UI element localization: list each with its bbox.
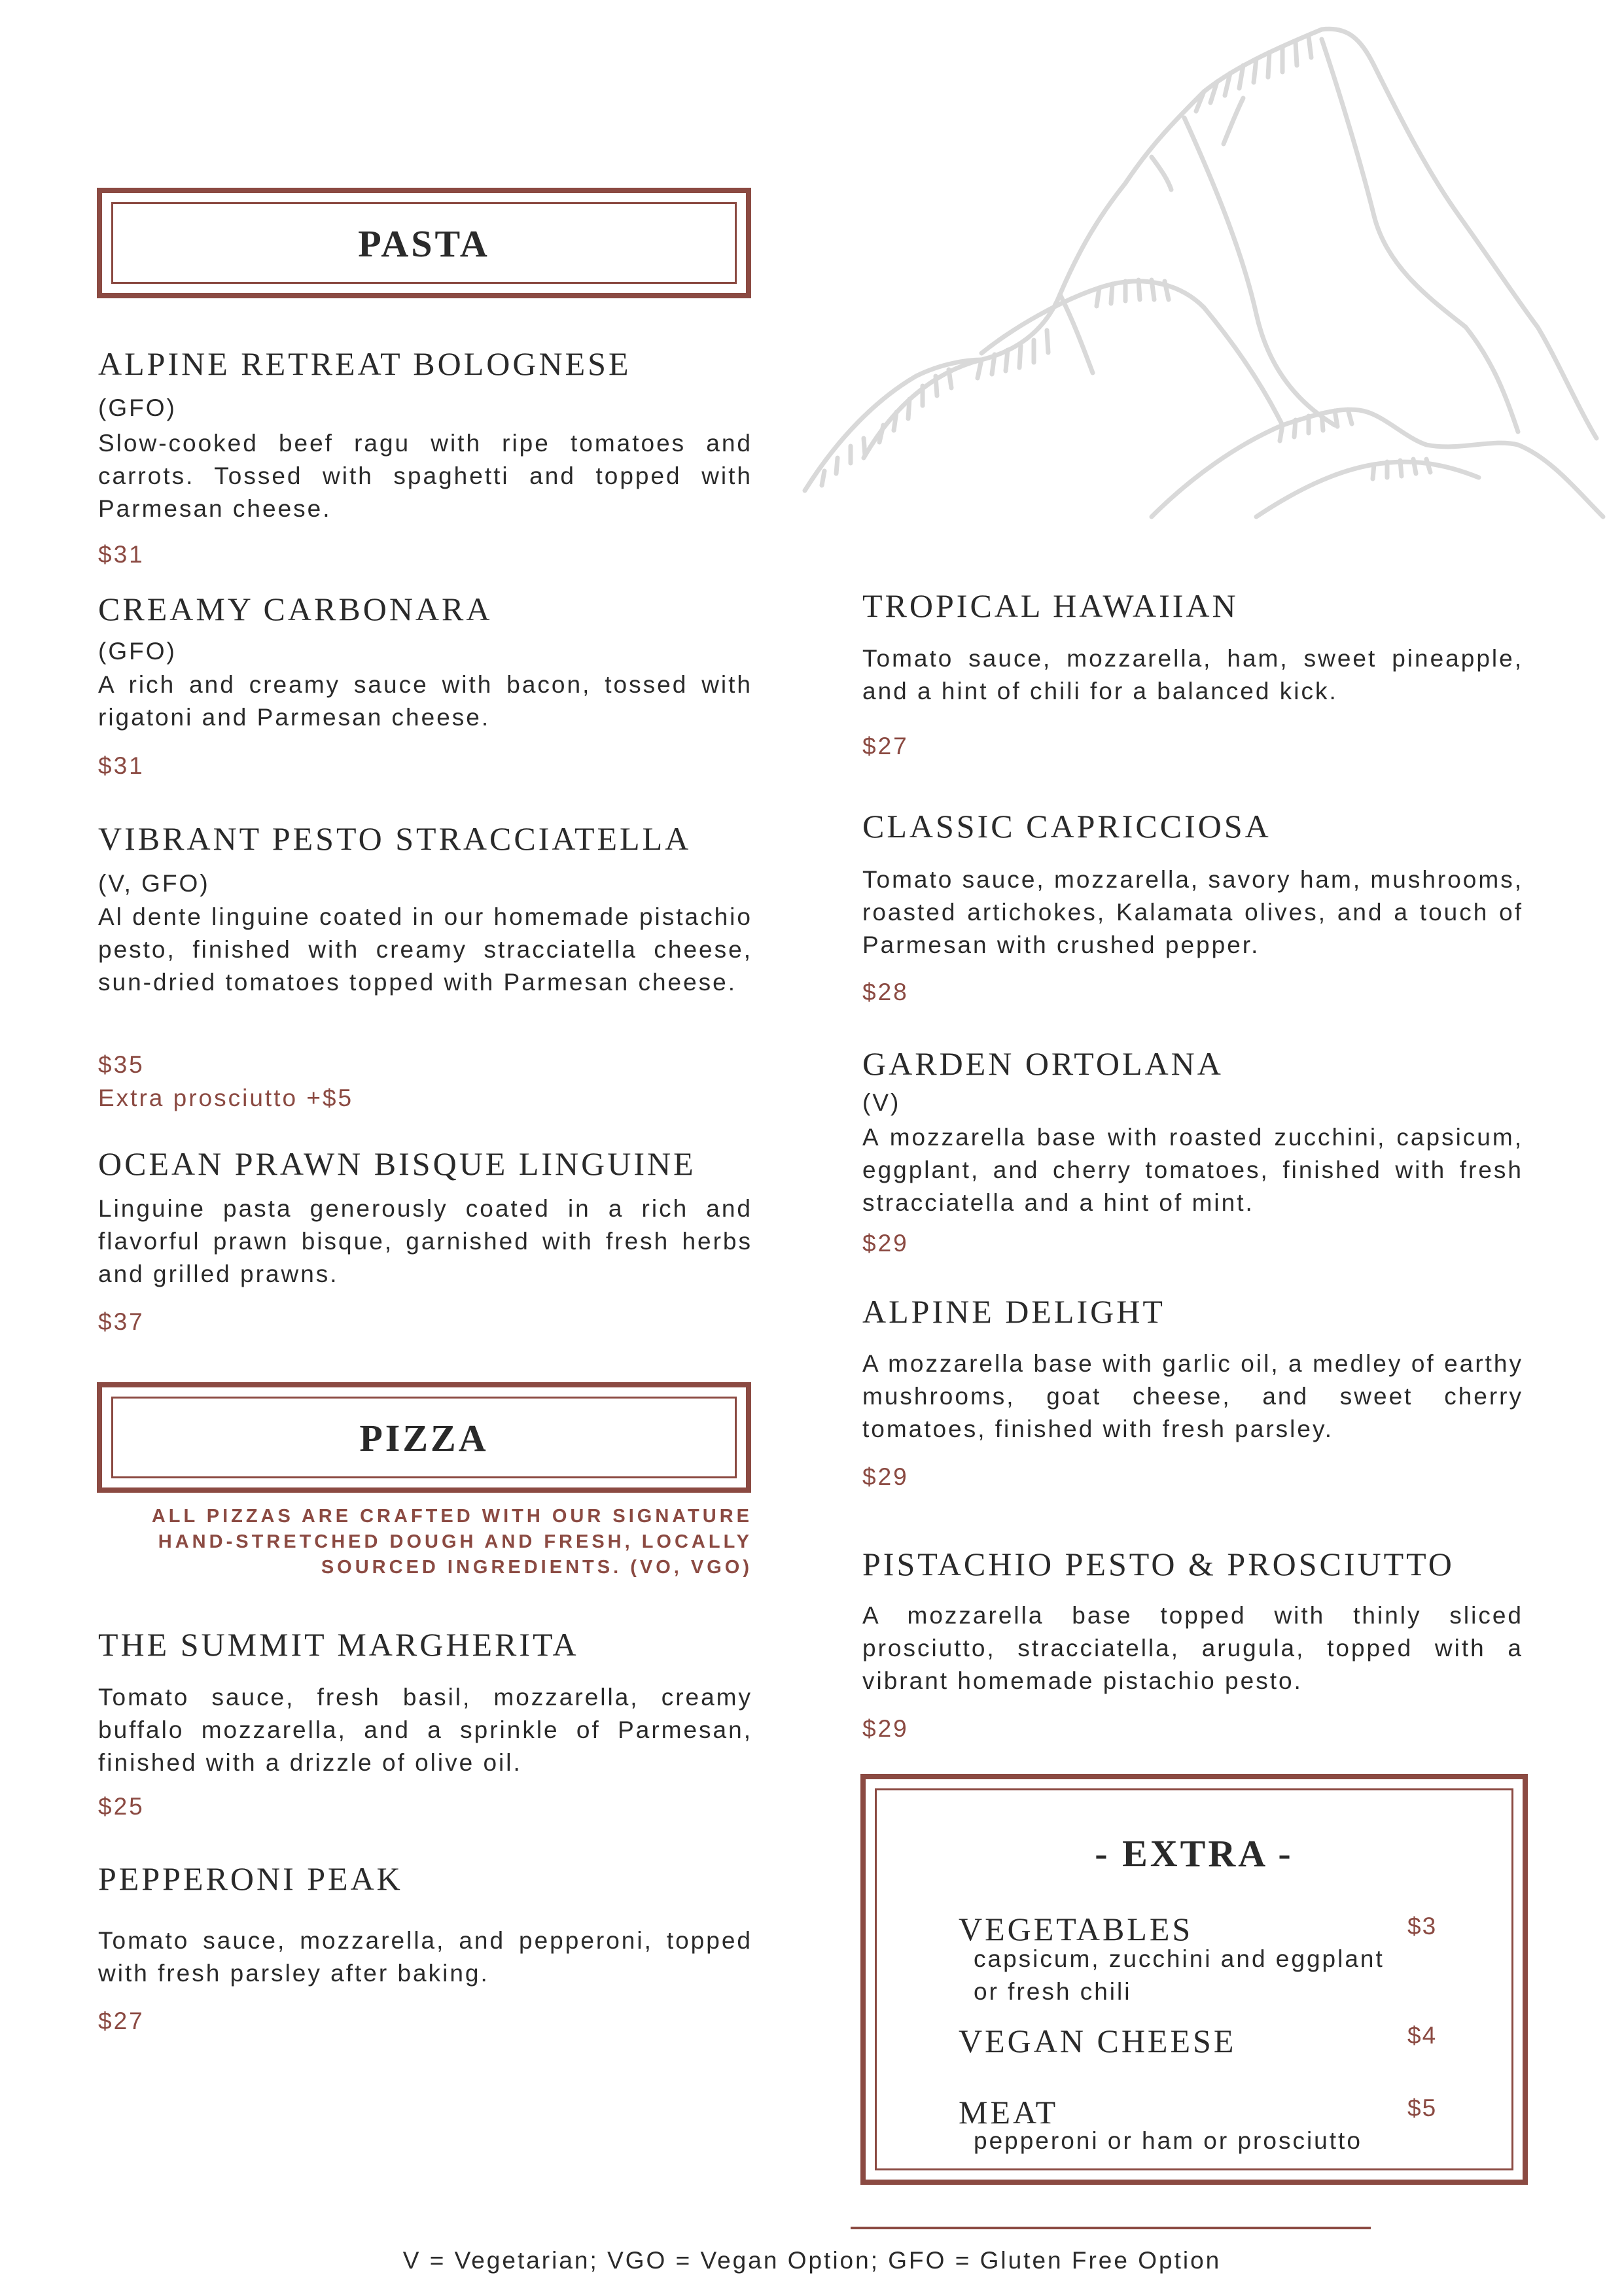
pasta-item-2-tag: (V, GFO) [98, 870, 210, 897]
pizza-item-5-description: A mozzarella base with garlic oil, a medley of earthy mushrooms, goat cheese, and sweet cherry tomatoes, finished with fresh parsley. [862, 1350, 1523, 1442]
pasta-item-2-price: $35 [98, 1051, 145, 1078]
pasta-item-2-extra: Extra prosciutto +$5 [98, 1085, 354, 1111]
pizza-item-6-name: PISTACHIO PESTO & PROSCIUTTO [862, 1546, 1455, 1582]
pizza-note [98, 1504, 752, 1580]
pizza-item-4-tag: (V) [862, 1089, 901, 1116]
extra-item-0-desc [974, 1943, 1385, 2008]
pizza-item-0-name: THE SUMMIT MARGHERITA [98, 1626, 579, 1663]
pasta-section-header [97, 188, 751, 298]
extra-item-1-name: VEGAN CHEESE [959, 2023, 1237, 2059]
pasta-item-0-tag: (GFO) [98, 394, 177, 421]
pizza-item-4-name: GARDEN ORTOLANA [862, 1045, 1224, 1082]
mountain-illustration [785, 20, 1610, 543]
footer-divider [851, 2227, 1371, 2229]
pizza-section-header [97, 1382, 751, 1493]
pizza-item-1-price: $27 [98, 2008, 145, 2034]
pasta-heading: PASTA [358, 222, 490, 265]
extra-item-0-desc-line-0: capsicum, zucchini and eggplant [974, 1945, 1385, 1972]
pizza-item-6-description: A mozzarella base topped with thinly sliced prosciutto, stracciatella, arugula, topped with a vibrant homemade pistachio pesto. [862, 1602, 1523, 1694]
pizza-note-line-0: ALL PIZZAS ARE CRAFTED WITH OUR SIGNATURE [151, 1506, 752, 1527]
pizza-item-1-description: Tomato sauce, mozzarella, and pepperoni, topped with fresh parsley after baking. [98, 1927, 752, 1987]
footer-legend: V = Vegetarian; VGO = Vegan Option; GFO = Gluten Free Option [402, 2247, 1222, 2274]
pizza-note-line-1: HAND-STRETCHED DOUGH AND FRESH, LOCALLY [158, 1531, 752, 1552]
pizza-item-3-name: CLASSIC CAPRICCIOSA [862, 808, 1271, 844]
pasta-item-1-price: $31 [98, 752, 145, 779]
pasta-item-0-description: Slow-cooked beef ragu with ripe tomatoes and carrots. Tossed with spaghetti and topped with Parmesan cheese. [98, 430, 752, 522]
pasta-item-3-price: $37 [98, 1308, 145, 1335]
pizza-item-2-name: TROPICAL HAWAIIAN [862, 587, 1239, 624]
pizza-note-line-2: SOURCED INGREDIENTS. (VO, VGO) [321, 1557, 752, 1578]
pizza-item-5-name: ALPINE DELIGHT [862, 1293, 1165, 1330]
pasta-item-0-name: ALPINE RETREAT BOLOGNESE [98, 345, 631, 382]
extra-item-1-price: $4 [1407, 2022, 1438, 2049]
pizza-item-0-price: $25 [98, 1793, 145, 1820]
extra-item-2-desc-line-0: pepperoni or ham or prosciutto [974, 2127, 1362, 2154]
pasta-item-1-name: CREAMY CARBONARA [98, 591, 493, 627]
pasta-item-0-price: $31 [98, 541, 145, 568]
pizza-item-3-price: $28 [862, 979, 909, 1005]
pizza-heading: PIZZA [359, 1417, 489, 1459]
extra-item-0-price: $3 [1407, 1913, 1438, 1939]
pasta-item-3-description: Linguine pasta generously coated in a rich and flavorful prawn bisque, garnished with fresh herbs and grilled prawns. [98, 1195, 752, 1287]
extra-box [860, 1774, 1528, 2185]
pasta-item-2-description: Al dente linguine coated in our homemade pistachio pesto, finished with creamy stracciatella cheese, sun-dried tomatoes topped with Parmesan cheese. [98, 903, 752, 996]
pizza-item-4-description: A mozzarella base with roasted zucchini, capsicum, eggplant, and cherry tomatoes, finished with fresh stracciatella and a hint of mint. [862, 1124, 1523, 1216]
pizza-item-6-price: $29 [862, 1715, 909, 1742]
extra-item-2-price: $5 [1407, 2095, 1438, 2121]
extra-item-2-name: MEAT [959, 2094, 1059, 2131]
pizza-item-4-price: $29 [862, 1230, 909, 1257]
extra-item-2-desc [974, 2125, 1362, 2157]
pasta-item-1-tag: (GFO) [98, 638, 177, 665]
extra-item-0-desc-line-1: or fresh chili [974, 1978, 1132, 2005]
pizza-item-5-price: $29 [862, 1463, 909, 1490]
extra-heading: - EXTRA - [1095, 1832, 1294, 1875]
extra-item-0-name: VEGETABLES [959, 1911, 1193, 1947]
pasta-item-1-description: A rich and creamy sauce with bacon, tossed with rigatoni and Parmesan cheese. [98, 671, 752, 731]
pasta-item-2-name: VIBRANT PESTO STRACCIATELLA [98, 820, 692, 857]
pasta-item-3-name: OCEAN PRAWN BISQUE LINGUINE [98, 1145, 696, 1182]
pizza-item-1-name: PEPPERONI PEAK [98, 1860, 403, 1897]
pizza-item-2-price: $27 [862, 733, 909, 759]
pizza-item-3-description: Tomato sauce, mozzarella, savory ham, mushrooms, roasted artichokes, Kalamata olives, and a touch of Parmesan with crushed pepper. [862, 866, 1523, 958]
pizza-item-0-description: Tomato sauce, fresh basil, mozzarella, creamy buffalo mozzarella, and a sprinkle of Parmesan, finished with a drizzle of olive oil. [98, 1684, 752, 1776]
pizza-item-2-description: Tomato sauce, mozzarella, ham, sweet pineapple, and a hint of chili for a balanced kick. [862, 645, 1523, 704]
